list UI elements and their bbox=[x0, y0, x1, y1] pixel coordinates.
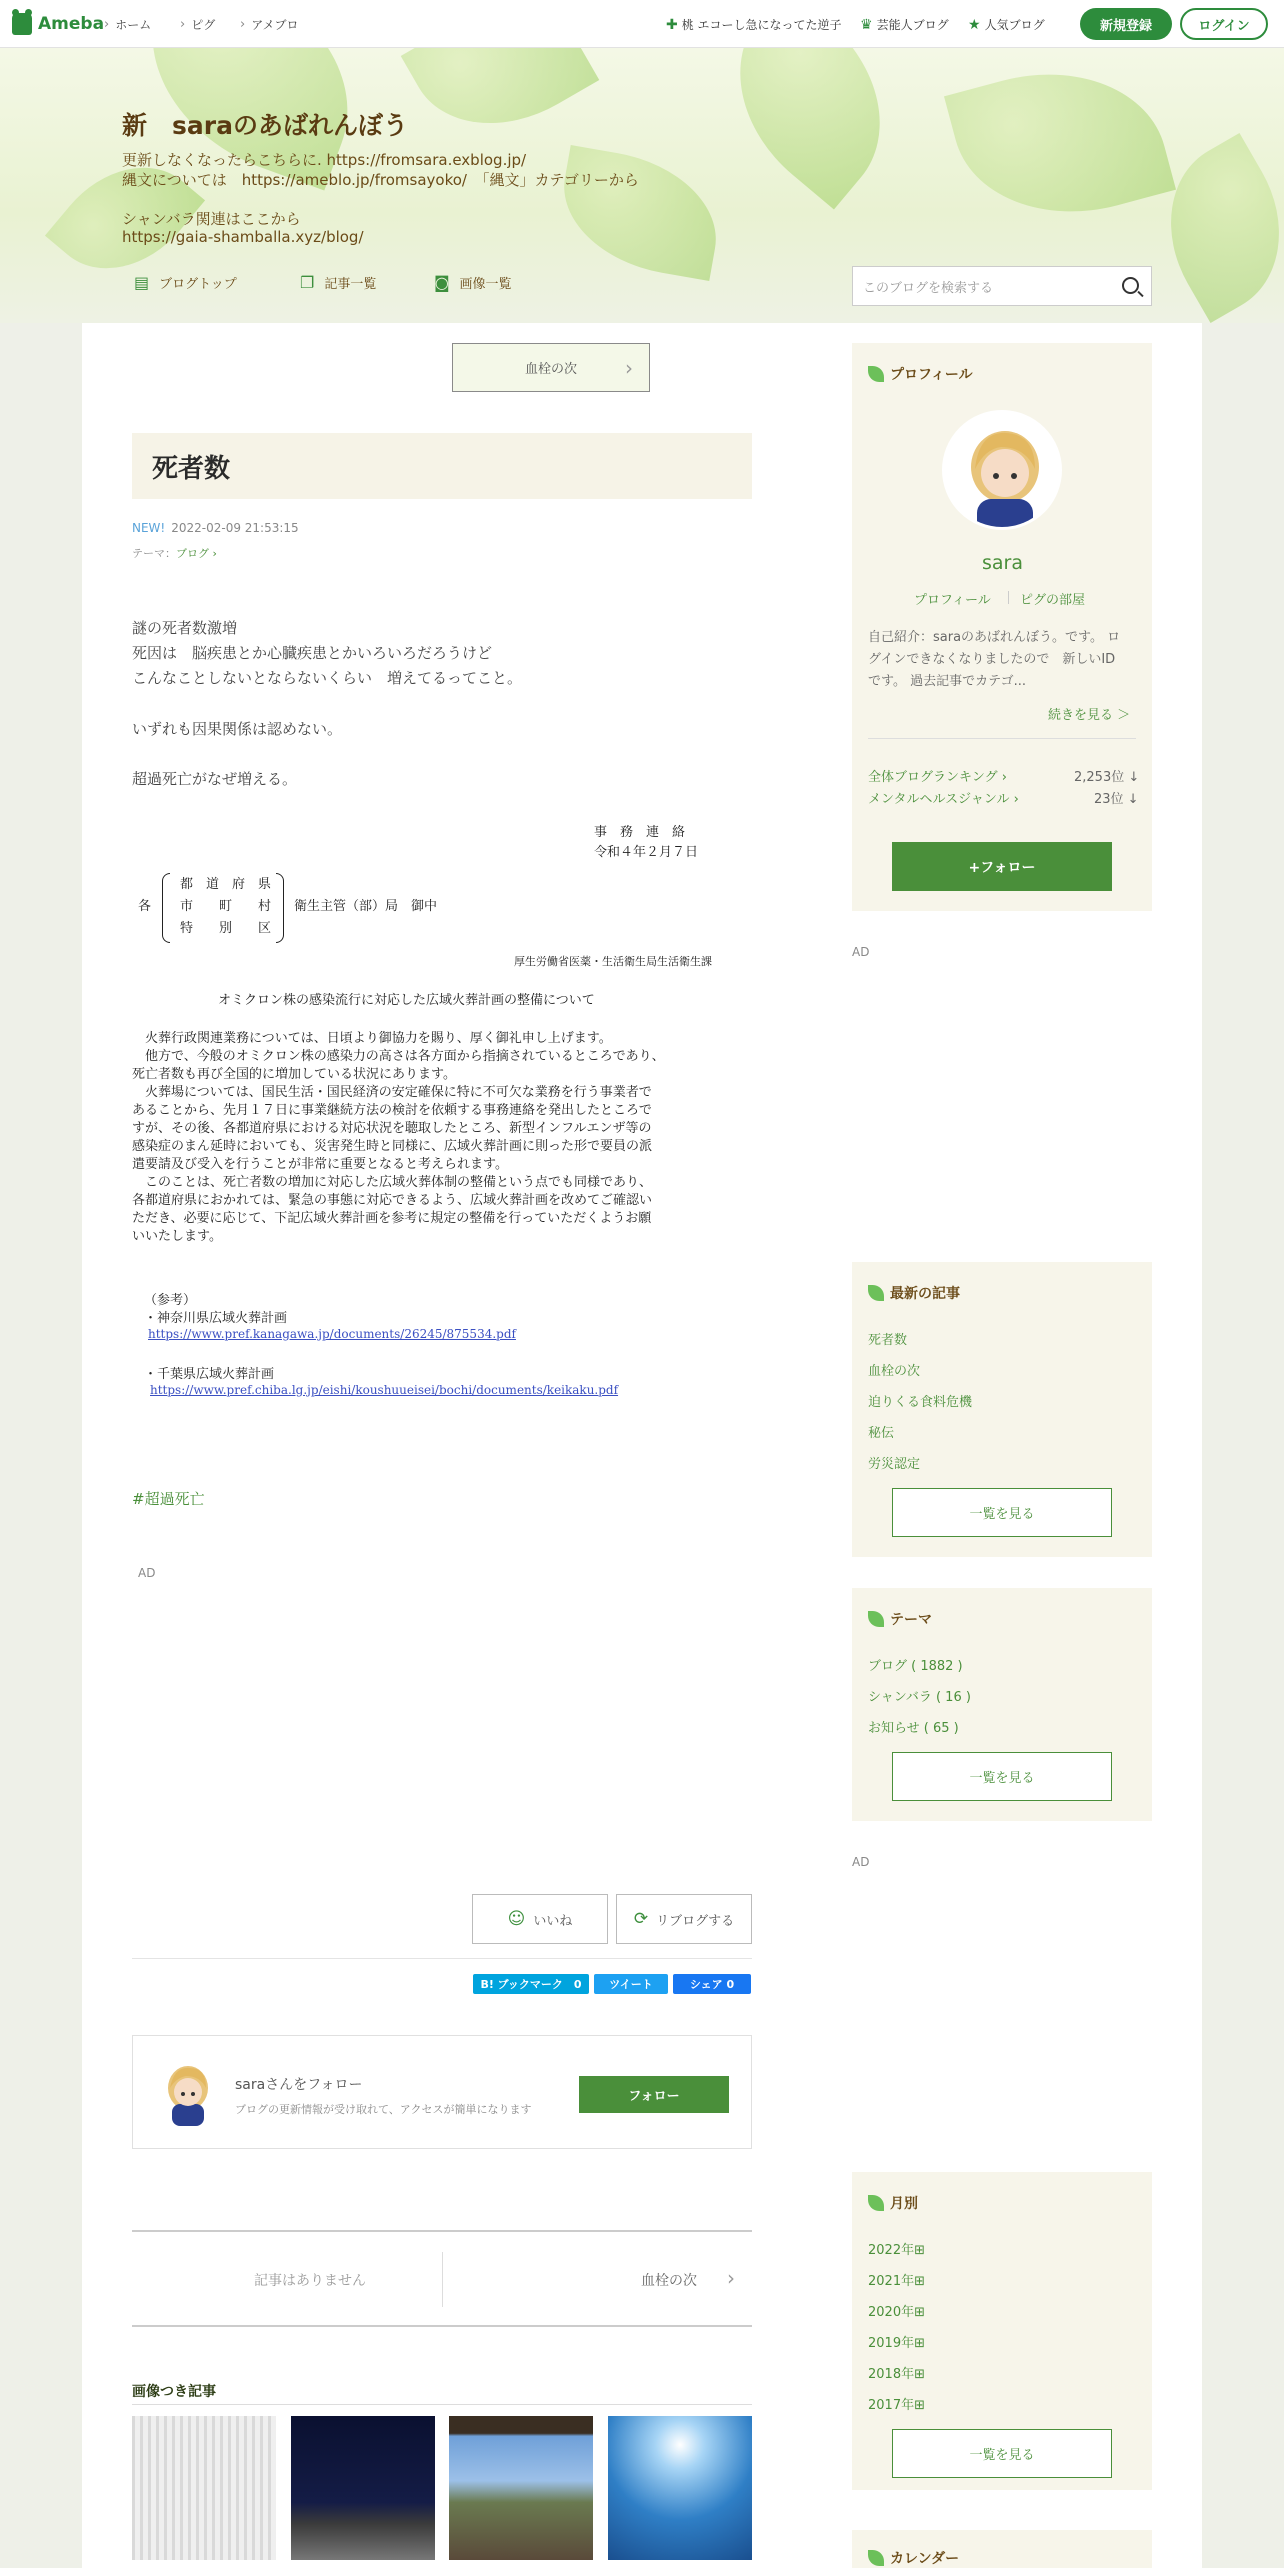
theme-link[interactable]: シャンバラ ( 16 ) bbox=[868, 1690, 971, 1705]
expand-icon[interactable]: ⊞ bbox=[914, 2274, 925, 2289]
chevron-right-icon: › bbox=[180, 17, 186, 32]
follow-title: saraさんをフォロー bbox=[235, 2077, 363, 2093]
expand-icon[interactable]: ⊞ bbox=[914, 2243, 925, 2258]
image-articles-heading: 画像つき記事 bbox=[132, 2384, 216, 2400]
login-button[interactable]: ログイン bbox=[1180, 8, 1268, 40]
doc-to-item: 特 別 区 bbox=[180, 921, 272, 936]
doc-para: 他方で、今般のオミクロン株の感染力の高さは各方面から指摘されているところであり、 bbox=[132, 1049, 665, 1064]
article-text: 超過死亡がなぜ増える。 bbox=[132, 770, 298, 788]
theme-link[interactable]: お知らせ ( 65 ) bbox=[868, 1721, 959, 1736]
profile-intro: グインできなくなりましたので 新しいID bbox=[868, 652, 1116, 667]
doc-para: 遣要請及び受入を行うことが非常に重要となると考えられます。 bbox=[132, 1157, 508, 1172]
leaf-icon bbox=[868, 1285, 884, 1301]
doc-para: 感染症のまん延時においても、災害発生時と同様に、広域火葬計画に則った形で要員の派 bbox=[132, 1139, 653, 1154]
blog-description-line: 縄文については https://ameblo.jp/fromsayoko/ 「縄文」カテゴリーから bbox=[122, 171, 639, 189]
ad-label: AD bbox=[138, 1566, 156, 1580]
sidebar-follow-button[interactable]: +フォロー bbox=[892, 842, 1112, 891]
doc-para: すが、その後、各都道府県における対応状況を聴取したところ、新型インフルエンザ等の bbox=[132, 1121, 652, 1136]
doc-to-prefix: 各 bbox=[138, 899, 152, 914]
recent-article-link[interactable]: 労災認定 bbox=[868, 1457, 921, 1472]
blog-description-line: シャンバラ関連はここから bbox=[122, 210, 301, 228]
reblog-icon: ⟳ bbox=[633, 1909, 649, 1929]
expand-icon[interactable]: ⊞ bbox=[914, 2398, 925, 2413]
reblog-button[interactable]: ⟳ リブログする bbox=[616, 1894, 752, 1944]
chevron-right-icon: › bbox=[997, 770, 1007, 785]
doc-subject: オミクロン株の感染流行に対応した広域火葬計画の整備について bbox=[218, 993, 595, 1008]
doc-to-suffix: 衛生主管（部）局 御中 bbox=[294, 899, 438, 914]
doc-ref-item: ・神奈川県広域火葬計画 bbox=[144, 1311, 288, 1326]
follow-button[interactable]: フォロー bbox=[579, 2076, 729, 2113]
theme-link[interactable]: ブログ ( 1882 ) bbox=[868, 1659, 963, 1674]
next-article-button[interactable]: 血栓の次 › bbox=[452, 343, 650, 392]
plus-icon: ✚ bbox=[666, 16, 678, 33]
doc-ref-label: （参考） bbox=[144, 1293, 197, 1308]
leaf-icon bbox=[868, 1611, 884, 1627]
top-bar bbox=[0, 0, 1284, 48]
doc-date: 令和４年２月７日 bbox=[594, 845, 699, 860]
theme-heading: テーマ bbox=[868, 1609, 932, 1629]
leaf-icon bbox=[868, 366, 884, 382]
notice-document-image[interactable] bbox=[132, 815, 732, 1415]
article-text: こんなことしないとならないくらい 増えてるってこと。 bbox=[132, 669, 523, 687]
image-article-thumb[interactable] bbox=[449, 2416, 593, 2560]
overall-ranking-value: 2,253位 ↓ bbox=[1074, 770, 1140, 785]
chevron-right-icon: › bbox=[625, 355, 633, 380]
next-article-link[interactable]: 血栓の次 › bbox=[641, 2266, 735, 2290]
doc-para: 各都道府県におかれては、緊急の事態に対応できるよう、広域火葬計画を改めてご確認い bbox=[132, 1193, 653, 1208]
article-title[interactable]: 死者数 bbox=[132, 433, 752, 499]
year-link[interactable]: 2020年⊞ bbox=[868, 2305, 925, 2320]
copy-icon: ❐ bbox=[300, 273, 315, 292]
follow-description: ブログの更新情報が受け取れて、アクセスが簡単になります bbox=[235, 2103, 532, 2116]
profile-name[interactable]: sara bbox=[982, 552, 1023, 574]
doc-header: 事 務 連 絡 bbox=[594, 825, 686, 840]
facebook-share-button[interactable]: シェア 0 bbox=[673, 1974, 751, 1994]
chevron-right-icon: › bbox=[104, 17, 110, 32]
article-text: いずれも因果関係は認めない。 bbox=[132, 720, 343, 738]
recent-article-link[interactable]: 死者数 bbox=[868, 1333, 908, 1348]
overall-ranking-link[interactable]: 全体ブログランキング › bbox=[868, 770, 1007, 785]
profile-heading: プロフィール bbox=[868, 364, 973, 384]
document-icon: ▤ bbox=[134, 273, 150, 292]
blog-header bbox=[0, 48, 1284, 323]
frog-icon bbox=[12, 13, 32, 35]
year-link[interactable]: 2018年⊞ bbox=[868, 2367, 925, 2382]
nav-article-list[interactable]: ❐ 記事一覧 bbox=[300, 273, 377, 292]
image-article-thumb[interactable] bbox=[132, 2416, 276, 2560]
theme-list-button[interactable]: 一覧を見る bbox=[892, 1752, 1112, 1801]
genre-ranking-value: 23位 ↓ bbox=[1094, 792, 1139, 807]
doc-ref-url: https://www.pref.kanagawa.jp/documents/26245/875534.pdf bbox=[148, 1327, 516, 1341]
blog-title[interactable]: 新 saraのあばれんぼう bbox=[122, 111, 408, 140]
calendar-heading: カレンダー bbox=[868, 2548, 959, 2568]
camera-icon: ◙ bbox=[434, 273, 450, 292]
hashtag-link[interactable]: #超過死亡 bbox=[132, 1490, 205, 1508]
monthly-heading: 月別 bbox=[868, 2193, 918, 2213]
profile-intro: です。 過去記事でカテゴ... bbox=[868, 674, 1026, 689]
recent-heading: 最新の記事 bbox=[868, 1283, 960, 1303]
star-icon: ★ bbox=[968, 16, 981, 33]
year-link[interactable]: 2017年⊞ bbox=[868, 2398, 925, 2413]
search-icon[interactable] bbox=[1122, 277, 1139, 294]
image-article-thumb[interactable] bbox=[608, 2416, 752, 2560]
blog-description-line: 更新しなくなったらこちらに. https://fromsara.exblog.jp/ bbox=[122, 151, 527, 169]
read-more-link[interactable]: 続きを見る ＞ bbox=[1048, 708, 1131, 723]
chevron-right-icon: › bbox=[1009, 792, 1019, 807]
expand-icon[interactable]: ⊞ bbox=[914, 2336, 925, 2351]
recent-article-link[interactable]: 迫りくる食料危機 bbox=[868, 1395, 973, 1410]
nav-image-list[interactable]: ◙ 画像一覧 bbox=[434, 273, 512, 292]
chevron-right-icon: › bbox=[209, 547, 217, 560]
doc-ref-item: ・千葉県広域火葬計画 bbox=[144, 1367, 275, 1382]
genre-ranking-link[interactable]: メンタルヘルスジャンル › bbox=[868, 792, 1019, 807]
year-link[interactable]: 2019年⊞ bbox=[868, 2336, 925, 2351]
recent-article-link[interactable]: 秘伝 bbox=[868, 1426, 895, 1441]
signup-button[interactable]: 新規登録 bbox=[1080, 8, 1172, 40]
nav-home[interactable]: › ホーム bbox=[104, 17, 152, 32]
crown-icon: ♛ bbox=[860, 16, 873, 33]
doc-para: ただき、必要に応じて、下記広域火葬計画を参考に規定の整備を行っていただくようお願 bbox=[132, 1211, 652, 1226]
article-text: 謎の死者数激増 bbox=[132, 619, 238, 637]
article-theme: テーマ：ブログ › bbox=[132, 547, 217, 560]
nav-blog-top[interactable]: ▤ ブログトップ bbox=[134, 273, 237, 292]
profile-link[interactable]: プロフィール bbox=[914, 593, 991, 608]
new-badge: NEW! bbox=[132, 521, 166, 535]
pig-room-link[interactable]: ピグの部屋 bbox=[1020, 593, 1086, 608]
doc-para: このことは、死亡者数の増加に対応した広域火葬体制の整備という点でも同様であり、 bbox=[132, 1175, 653, 1190]
doc-ref-url: https://www.pref.chiba.lg.jp/eishi/koushuueisei/bochi/documents/keikaku.pdf bbox=[150, 1383, 619, 1397]
year-link[interactable]: 2021年⊞ bbox=[868, 2274, 925, 2289]
doc-para: 火葬場については、国民生活・国民経済の安定確保に特に不可欠な業務を行う事業者で bbox=[132, 1085, 652, 1100]
article-datetime: 2022-02-09 21:53:15 bbox=[171, 521, 299, 535]
avatar bbox=[156, 2058, 220, 2126]
hatena-bookmark-button[interactable]: B! ブックマーク 0 bbox=[473, 1974, 589, 1994]
recent-list-button[interactable]: 一覧を見る bbox=[892, 1488, 1112, 1537]
expand-icon[interactable]: ⊞ bbox=[914, 2305, 925, 2320]
ad-label: AD bbox=[852, 945, 870, 959]
theme-link[interactable]: ブログ bbox=[176, 547, 209, 560]
top-link-topic[interactable]: ✚ 桃 エコーし急になってた逆子 bbox=[666, 16, 842, 33]
recent-article-link[interactable]: 血栓の次 bbox=[868, 1364, 921, 1379]
blog-description-line: https://gaia-shamballa.xyz/blog/ bbox=[122, 228, 364, 246]
profile-avatar[interactable] bbox=[942, 410, 1062, 530]
doc-from: 厚生労働省医薬・生活衛生局生活衛生課 bbox=[514, 955, 712, 968]
ad-label: AD bbox=[852, 1855, 870, 1869]
year-link[interactable]: 2022年⊞ bbox=[868, 2243, 925, 2258]
profile-intro: 自己紹介：saraのあばれんぼう。です。 ロ bbox=[868, 630, 1121, 645]
monthly-list-button[interactable]: 一覧を見る bbox=[892, 2429, 1112, 2478]
article-text: 死因は 脳疾患とか心臓疾患とかいろいろだろうけど bbox=[132, 644, 493, 662]
ameba-logo[interactable]: Ameba bbox=[12, 12, 104, 36]
blog-search-input[interactable]: このブログを検索する bbox=[852, 266, 1152, 306]
doc-para: 死亡者数も再び全国的に増加している状況にあります。 bbox=[132, 1067, 456, 1082]
smile-icon: ☺ bbox=[507, 1909, 526, 1929]
nav-pig[interactable]: › ピグ bbox=[180, 17, 216, 32]
doc-to-item: 市 町 村 bbox=[180, 899, 272, 914]
top-link-celebrity[interactable]: ♛ 芸能人ブログ bbox=[860, 16, 949, 33]
article-meta bbox=[132, 521, 299, 535]
nav-ameblo[interactable]: › アメブロ bbox=[240, 17, 299, 32]
tweet-button[interactable]: ツイート bbox=[594, 1974, 668, 1994]
leaf-icon bbox=[868, 2195, 884, 2211]
top-link-popular[interactable]: ★ 人気ブログ bbox=[968, 16, 1045, 33]
expand-icon[interactable]: ⊞ bbox=[914, 2367, 925, 2382]
prev-article-empty: 記事はありません bbox=[254, 2273, 366, 2289]
doc-to-item: 都 道 府 県 bbox=[180, 877, 272, 892]
chevron-right-icon: › bbox=[240, 17, 246, 32]
image-article-thumb[interactable] bbox=[291, 2416, 435, 2560]
chevron-right-icon: › bbox=[727, 2266, 735, 2290]
doc-para: 火葬行政関連業務については、日頃より御協力を賜り、厚く御礼申し上げます。 bbox=[132, 1031, 612, 1046]
like-button[interactable]: ☺ いいね bbox=[472, 1894, 608, 1944]
doc-para: いいたします。 bbox=[132, 1229, 222, 1244]
leaf-icon bbox=[868, 2550, 884, 2566]
doc-para: あることから、先月１７日に事業継続方法の検討を依頼する事務連絡を発出したところで bbox=[132, 1103, 652, 1118]
